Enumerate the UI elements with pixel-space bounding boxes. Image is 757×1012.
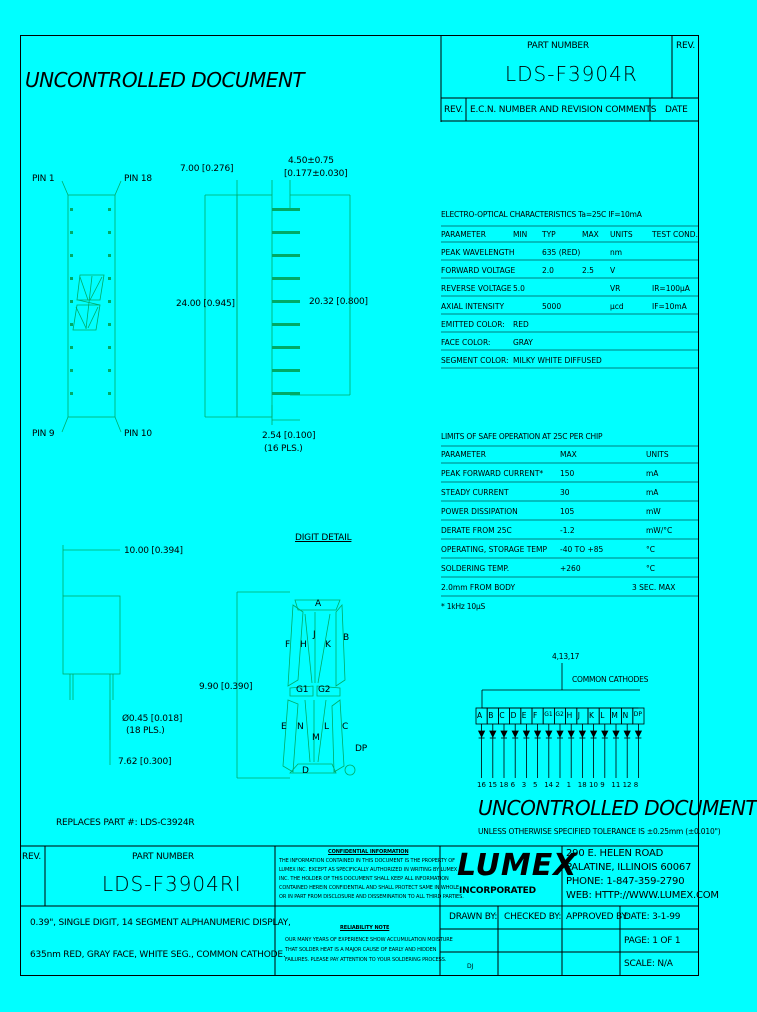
schematic-pin-number: 3 (521, 781, 527, 789)
eo-header-cell: TYP (542, 230, 556, 239)
schematic-pin-number: 16 (477, 781, 486, 789)
approved-by-label: APPROVED BY: (566, 912, 629, 922)
schematic-segment-label: F (533, 711, 538, 720)
watermark-top: UNCONTROLLED DOCUMENT (25, 68, 305, 92)
rev-column: REV. (444, 105, 463, 115)
schematic-segment-label: H (566, 711, 573, 720)
schematic-segment-label: M (611, 711, 618, 720)
eo-cell: PEAK WAVELENGTH (441, 248, 515, 257)
seg-b-label: B (343, 633, 349, 643)
diode-icon (579, 731, 585, 737)
description-line2: 635nm RED, GRAY FACE, WHITE SEG., COMMON CATHODE. (30, 950, 286, 960)
seg-e-label: E (281, 722, 287, 732)
schematic-pin-number: 9 (600, 781, 605, 789)
date-label: DATE (665, 105, 688, 115)
reliability-title: RELIABILITY NOTE (340, 925, 390, 931)
checked-by-label: CHECKED BY: (504, 912, 562, 922)
eo-cell: REVERSE VOLTAGE (441, 284, 512, 293)
eo-cell: SEGMENT COLOR: (441, 356, 509, 365)
schematic-segment-label: G1 (544, 711, 553, 718)
dim-width: 7.00 [0.276] (180, 164, 234, 174)
page-field: PAGE: 1 OF 1 (624, 936, 681, 946)
seg-c-label: C (342, 722, 349, 732)
tb-part-number: LDS-F3904RI (102, 872, 242, 896)
dim-pin-diameter: Ø0.45 [0.018] (122, 714, 183, 724)
eo-cell: VR (610, 284, 621, 293)
schematic-pin-number: 11 (611, 781, 621, 789)
eo-cell: MILKY WHITE DIFFUSED (513, 356, 602, 365)
schematic-pin-number: 2 (555, 781, 560, 789)
schematic-pin-number: 8 (633, 781, 639, 789)
seg-j-label: J (313, 630, 316, 640)
eo-cell: V (610, 266, 616, 275)
limits-cell: °C (646, 545, 655, 554)
limits-cell: -1.2 (560, 526, 575, 535)
reliability-line1: OUR MANY YEARS OF EXPERIENCE SHOW ACCUMULATION MOISTURE (285, 937, 453, 943)
diode-icon (490, 731, 496, 737)
eo-cell: IR=100µA (652, 284, 690, 293)
limits-cell: 3 SEC. MAX (632, 583, 676, 592)
limits-cell: °C (646, 564, 655, 573)
limits-header-cell: MAX (560, 450, 577, 459)
seg-l-label: L (324, 722, 329, 732)
diode-icon (523, 731, 529, 737)
diode-icon (546, 731, 552, 737)
diode-icon (591, 731, 597, 737)
limits-cell: OPERATING, STORAGE TEMP (441, 545, 548, 554)
schematic-pin-number: 10 (589, 781, 598, 789)
limits-footnote: * 1kHz 10µS (441, 602, 486, 611)
drawn-initials: DJ (467, 963, 474, 970)
seg-g1-label: G1 (296, 685, 309, 695)
eo-cell: 5.0 (513, 284, 525, 293)
replaces-part: REPLACES PART #: LDS-C3924R (56, 818, 195, 828)
confidential-line3: INC. THE HOLDER OF THIS DOCUMENT SHALL KEEP ALL INFORMATION (279, 876, 449, 882)
schematic-pin-number: 1 (566, 781, 572, 789)
part-number-label: PART NUMBER (527, 41, 589, 51)
web: WEB: HTTP://WWW.LUMEX.COM (566, 890, 719, 901)
confidential-line5: OR IN PART FROM DISCLOSURE AND DISSEMINATION TO ALL THIRD PARTIES. (279, 894, 464, 900)
eo-header-cell: MIN (513, 230, 528, 239)
dim-height: 24.00 [0.945] (176, 299, 235, 309)
seg-n-label: N (297, 722, 304, 732)
schematic-pin-number: 18 (499, 781, 509, 789)
schematic-segment-label: E (521, 711, 527, 720)
schematic-segment-label: G2 (555, 711, 564, 718)
limits-cell: 2.0mm FROM BODY (441, 583, 516, 592)
diode-icon (535, 731, 541, 737)
limits-cell: mA (646, 469, 659, 478)
seg-dp-label: DP (355, 744, 367, 754)
diode-icon (512, 731, 518, 737)
diode-icon (479, 731, 485, 737)
eo-cell: IF=10mA (652, 302, 687, 311)
date-field: DATE: 3-1-99 (624, 912, 681, 922)
limits-cell: PEAK FORWARD CURRENT* (441, 469, 544, 478)
eo-cell: µcd (610, 302, 624, 311)
limits-cell: mA (646, 488, 659, 497)
schematic-segment-label: K (589, 711, 594, 720)
logo-subtitle: INCORPORATED (459, 886, 536, 896)
reliability-line2: THAT SOLDER HEAT IS A MAJOR CAUSE OF EARLY AND HIDDEN (285, 947, 437, 953)
schematic-pin-number: 12 (622, 781, 632, 789)
pin1-label: PIN 1 (32, 174, 55, 184)
seg-g2-label: G2 (318, 685, 331, 695)
pin10-label: PIN 10 (124, 429, 152, 439)
pin9-label: PIN 9 (32, 429, 55, 439)
diode-icon (624, 731, 630, 737)
seg-m-label: M (312, 733, 320, 743)
limits-cell: DERATE FROM 25C (441, 526, 512, 535)
schematic-segment-label: B (488, 711, 494, 720)
eo-cell: nm (610, 248, 623, 257)
limits-cell: -40 TO +85 (560, 545, 604, 554)
pin18-label: PIN 18 (124, 174, 152, 184)
schematic-pin-number: 15 (488, 781, 498, 789)
limits-header-cell: PARAMETER (441, 450, 486, 459)
eo-header-cell: TEST COND. (652, 230, 698, 239)
limits-cell: SOLDERING TEMP. (441, 564, 510, 573)
dim-digit-height: 9.90 [0.390] (199, 682, 253, 692)
schematic-segment-label: N (622, 711, 629, 720)
seg-d-label: D (302, 766, 309, 776)
limits-cell: 105 (560, 507, 575, 516)
dim-pin-span: 20.32 [0.800] (309, 297, 368, 307)
schematic-pin-number: 18 (577, 781, 587, 789)
diode-icon (568, 731, 574, 737)
schematic-segment-label: J (577, 711, 581, 720)
ecn-label: E.C.N. NUMBER AND REVISION COMMENTS (470, 105, 657, 115)
diode-icon (602, 731, 608, 737)
limits-cell: POWER DISSIPATION (441, 507, 518, 516)
confidential-title: CONFIDENTIAL INFORMATION (328, 849, 409, 855)
eo-header-cell: MAX (582, 230, 599, 239)
address-line2: PALATINE, ILLINOIS 60067 (566, 862, 692, 873)
eo-cell: GRAY (513, 338, 533, 347)
common-pins: 4,13,17 (552, 652, 580, 661)
limits-cell: mW (646, 507, 661, 516)
phone: PHONE: 1-847-359-2790 (566, 876, 685, 887)
confidential-line2: LUMEX INC. EXCEPT AS SPECIFICALLY AUTHORIZED IN WRITING BY LUMEX (279, 867, 458, 873)
tolerance-note: UNLESS OTHERWISE SPECIFIED TOLERANCE IS ±0.25mm (±0.010") (478, 827, 721, 836)
seg-k-label: K (325, 640, 331, 650)
diode-icon (613, 731, 619, 737)
lumex-logo: LUMEX (457, 848, 578, 883)
schematic-segment-label: D (510, 711, 517, 720)
eo-cell: RED (513, 320, 529, 329)
schematic-pin-number: 14 (544, 781, 554, 789)
eo-cell: EMITTED COLOR: (441, 320, 505, 329)
eo-title: ELECTRO-OPTICAL CHARACTERISTICS Ta=25C IF=10mA (441, 210, 642, 219)
limits-title: LIMITS OF SAFE OPERATION AT 25C PER CHIP (441, 432, 603, 441)
limits-cell: STEADY CURRENT (441, 488, 509, 497)
dim-row-spacing: 7.62 [0.300] (118, 757, 172, 767)
seg-h-label: H (300, 640, 307, 650)
dim-pin-length-inch: [0.177±0.030] (284, 169, 348, 179)
eo-cell: 2.0 (542, 266, 554, 275)
drawn-by-label: DRAWN BY: (449, 912, 498, 922)
schematic-segment-label: A (477, 711, 483, 720)
schematic-segment-label: C (499, 711, 505, 720)
limits-cell: +260 (560, 564, 581, 573)
reliability-line3: FAILURES. PLEASE PAY ATTENTION TO YOUR SOLDERING PROCESS. (285, 957, 447, 963)
confidential-line1: THE INFORMATION CONTAINED IN THIS DOCUMENT IS THE PROPERTY OF (279, 858, 455, 864)
eo-cell: 2.5 (582, 266, 594, 275)
eo-header-cell: UNITS (610, 230, 633, 239)
address-line1: 290 E. HELEN ROAD (566, 848, 664, 859)
dim-depth: 10.00 [0.394] (124, 546, 183, 556)
eo-header-cell: PARAMETER (441, 230, 486, 239)
dim-pitch: 2.54 [0.100] (262, 431, 316, 441)
schematic-segment-label: DP (633, 711, 643, 718)
confidential-line4: CONTAINED HEREIN CONFIDENTIAL AND SHALL PROTECT SAME IN WHOLE (279, 885, 459, 891)
schematic-pin-number: 5 (533, 781, 538, 789)
limits-header-cell: UNITS (646, 450, 669, 459)
schematic-pin-number: 6 (510, 781, 516, 789)
limits-cell: mW/°C (646, 526, 673, 535)
schematic-segment-label: L (600, 711, 605, 720)
dim-pin-length: 4.50±0.75 (288, 156, 334, 166)
description-line1: 0.39", SINGLE DIGIT, 14 SEGMENT ALPHANUMERIC DISPLAY, (30, 918, 291, 928)
eo-cell: 635 (RED) (542, 248, 581, 257)
scale-field: SCALE: N/A (624, 959, 673, 969)
part-number: LDS-F3904R (505, 62, 638, 86)
eo-cell: 5000 (542, 302, 562, 311)
seg-f-label: F (285, 640, 290, 650)
diode-icon (557, 731, 563, 737)
dim-pin-diameter-count: (18 PLS.) (126, 726, 165, 736)
limits-cell: 30 (560, 488, 570, 497)
digit-detail-label: DIGIT DETAIL (295, 533, 352, 543)
eo-cell: FORWARD VOLTAGE (441, 266, 516, 275)
rev-label: REV. (676, 41, 695, 51)
common-cathodes-label: COMMON CATHODES (572, 675, 649, 684)
eo-cell: AXIAL INTENSITY (441, 302, 505, 311)
tb-rev-label: REV. (22, 852, 41, 862)
seg-a-label: A (315, 599, 321, 609)
dim-pitch-count: (16 PLS.) (264, 444, 303, 454)
watermark-bottom: UNCONTROLLED DOCUMENT (478, 796, 757, 820)
eo-cell: FACE COLOR: (441, 338, 491, 347)
tb-part-number-label: PART NUMBER (132, 852, 194, 862)
diode-icon (635, 731, 641, 737)
diode-icon (501, 731, 507, 737)
limits-cell: 150 (560, 469, 575, 478)
